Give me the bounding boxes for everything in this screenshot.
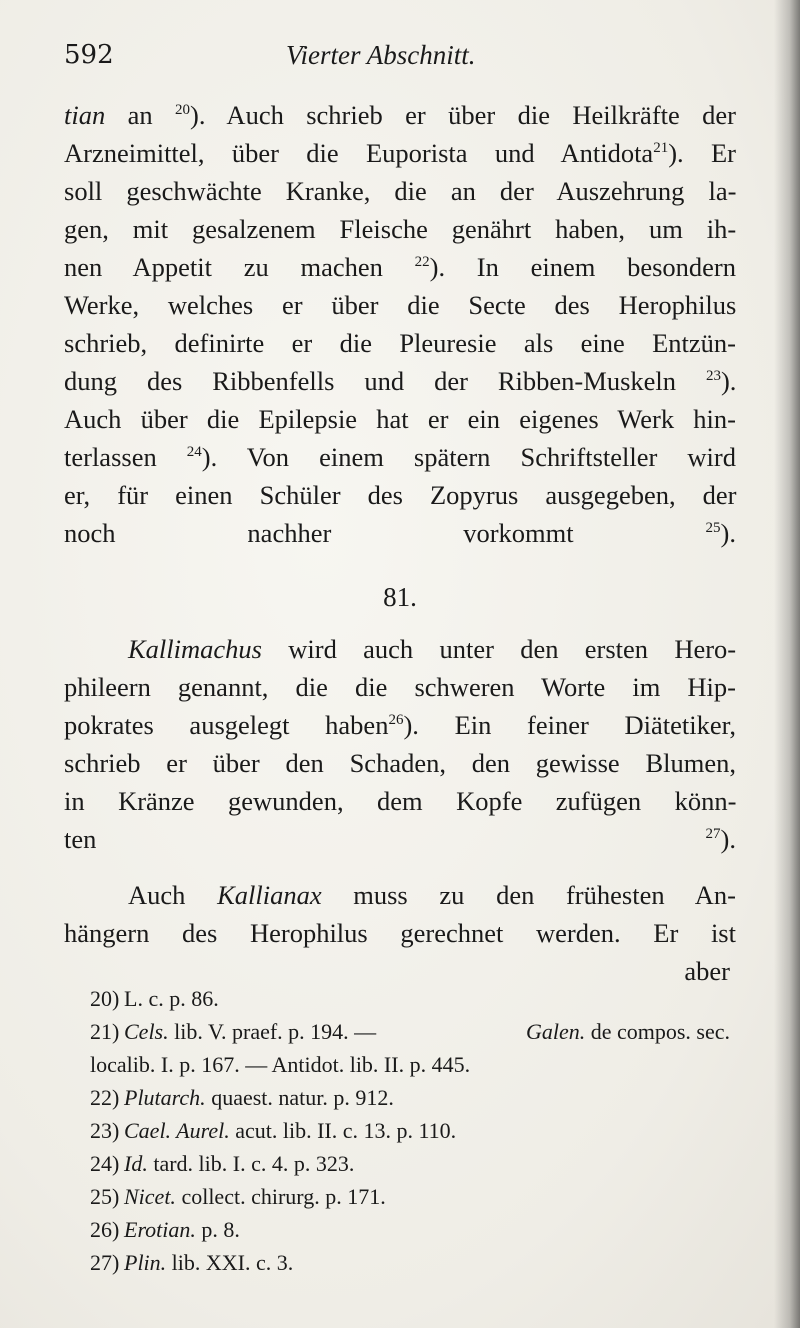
text-line: Auch über die Epilepsie hat er ein eigenes Werk hin- bbox=[64, 404, 736, 434]
paragraph-1 bbox=[64, 96, 736, 552]
page-number: 592 bbox=[64, 40, 114, 70]
footnote-25: 25) Nicet. collect. chirurg. p. 171. bbox=[90, 1184, 386, 1209]
text-line: ten $^{27}$). bbox=[64, 824, 736, 854]
main-text bbox=[64, 96, 736, 990]
text-line: dung des Ribbenfells und der Ribben-Muskeln $^{23}$). bbox=[64, 366, 737, 396]
footnote-21-continued: localib. I. p. 167. — Antidot. lib. II. p. 445. bbox=[90, 1052, 471, 1077]
footnote-20: 20) L. c. p. 86. bbox=[90, 986, 219, 1011]
footnote-22: 22) Plutarch. quaest. natur. p. 912. bbox=[90, 1085, 394, 1110]
text-line: phileern genannt, die die schweren Worte im Hip- bbox=[64, 672, 736, 702]
text-line: hängern des Herophilus gerechnet werden. Er ist bbox=[64, 918, 736, 948]
footnote-21: 21) Cels. lib. V. praef. p. 194. — Galen. de compos. sec. bbox=[90, 1019, 730, 1044]
footnote-27: 27) Plin. lib. XXI. c. 3. bbox=[90, 1250, 294, 1275]
text-line: gen, mit gesalzenem Fleische genährt haben, um ih- bbox=[64, 214, 737, 244]
footnotes bbox=[90, 982, 730, 1279]
text-line: Werke, welches er über die Secte des Herophilus bbox=[64, 290, 737, 320]
paragraph-3 bbox=[64, 876, 736, 952]
text-line: nen Appetit zu machen $^{22}$). In einem besondern bbox=[64, 252, 736, 282]
footnote-26: 26) Erotian. p. 8. bbox=[90, 1217, 240, 1242]
text-line: in Kränze gewunden, dem Kopfe zufügen könn- bbox=[64, 786, 737, 816]
text-line: tian an $^{20}$). Auch schrieb er über die Heilkräfte der bbox=[64, 100, 737, 130]
text-line: Kallimachus wird auch unter den ersten Hero- bbox=[128, 634, 737, 664]
footnote-23: 23) Cael. Aurel. acut. lib. II. c. 13. p. 110. bbox=[90, 1118, 457, 1143]
text-line: noch nachher vorkommt $^{25}$). bbox=[64, 518, 736, 548]
text-line: schrieb er über den Schaden, den gewisse Blumen, bbox=[64, 748, 736, 778]
text-line: terlassen $^{24}$). Von einem spätern Schriftsteller wird bbox=[64, 442, 736, 472]
page-header bbox=[64, 40, 724, 80]
paragraph-2 bbox=[64, 630, 736, 858]
catchword: aber bbox=[684, 956, 730, 986]
text-line: er, für einen Schüler des Zopyrus ausgegeben, der bbox=[64, 480, 737, 510]
running-head: Vierter Abschnitt. bbox=[286, 40, 476, 70]
text-line: schrieb, definirte er die Pleuresie als eine Entzün- bbox=[64, 328, 736, 358]
text-line: soll geschwächte Kranke, die an der Auszehrung la- bbox=[64, 176, 737, 206]
text-line: pokrates ausgelegt haben$^{26}$). Ein feiner Diätetiker, bbox=[64, 710, 736, 740]
footnote-24: 24) Id. tard. lib. I. c. 4. p. 323. bbox=[90, 1151, 355, 1176]
text-line: Arzneimittel, über die Euporista und Antidota$^{21}$). Er bbox=[64, 138, 736, 168]
page-edge-shadow bbox=[774, 0, 800, 1328]
text-line: Auch Kallianax muss zu den frühesten An- bbox=[128, 880, 736, 910]
section-number: 81. bbox=[383, 582, 417, 612]
